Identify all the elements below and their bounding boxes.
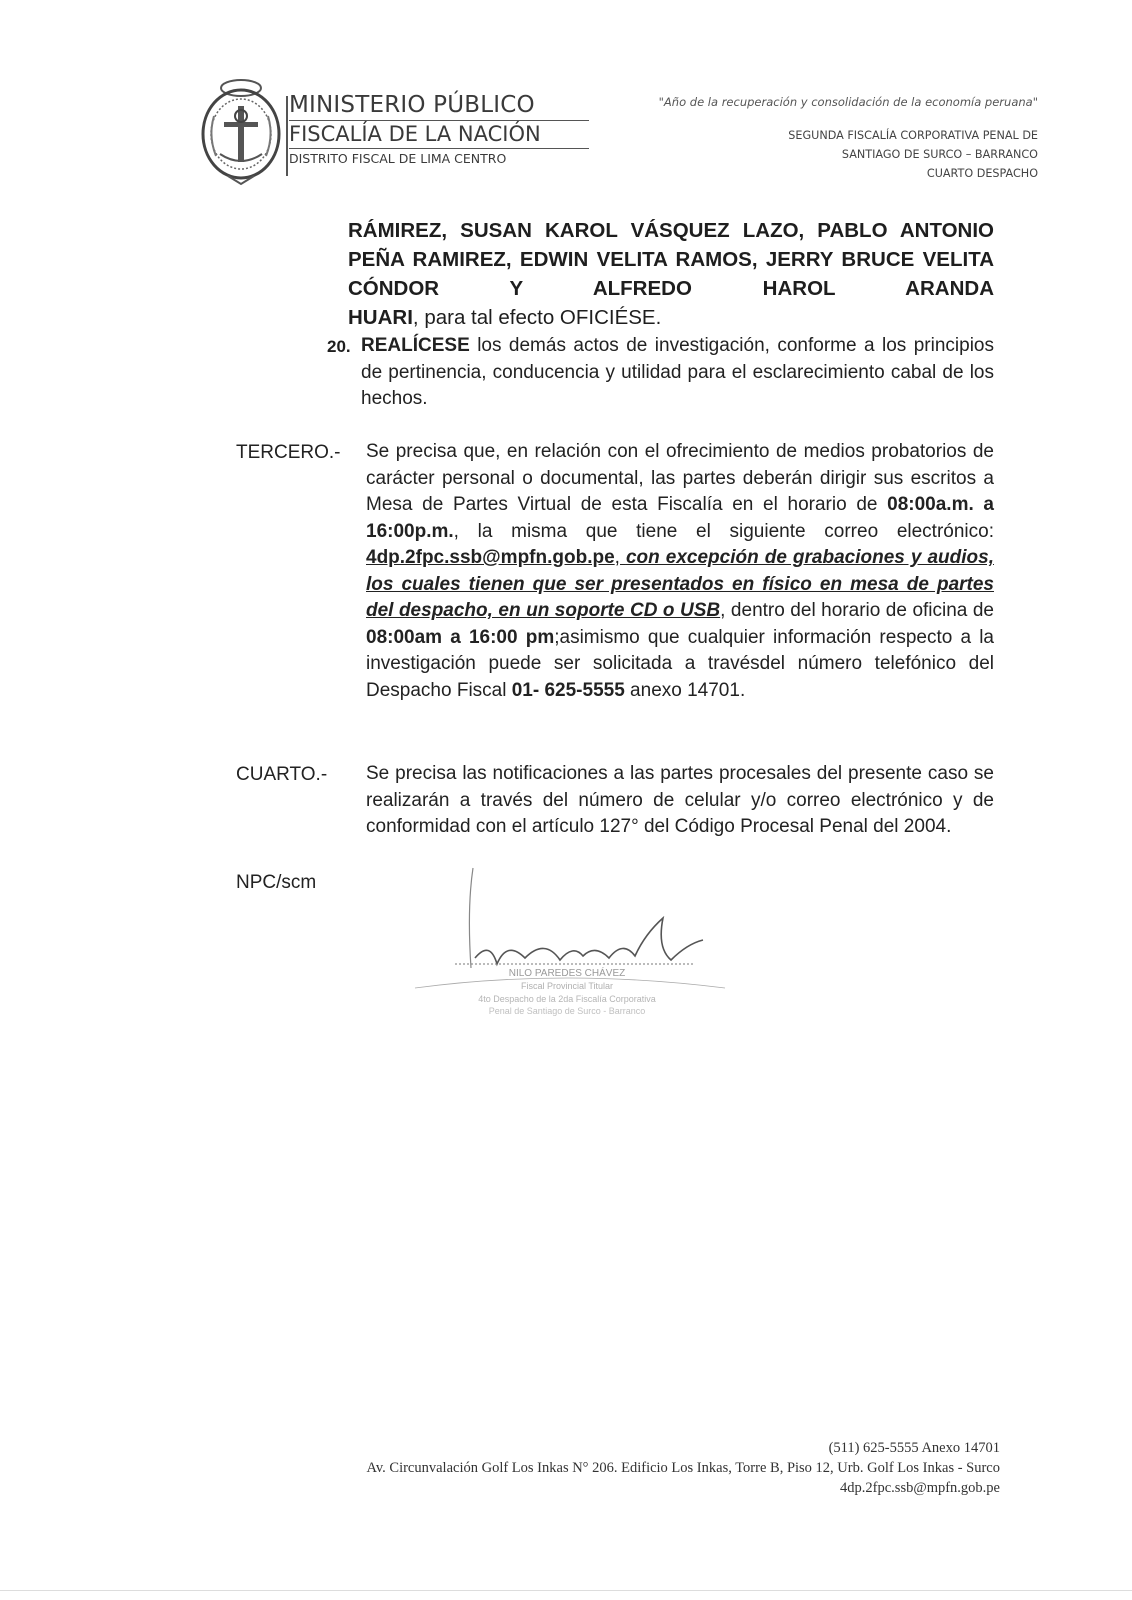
tercero-paragraph [366, 439, 994, 704]
office-line-2: SANTIAGO DE SURCO – BARRANCO [841, 148, 1038, 161]
cuarto-paragraph: Se precisa las notificaciones a las partes procesales del presente caso se realizarán a través del número de celular y/o correo electrónico y de conformidad con el artículo 127° del Código Procesal Penal del 2004. [366, 763, 994, 837]
institution-district: DISTRITO FISCAL DE LIMA CENTRO [289, 151, 507, 166]
cuarto-label: CUARTO.- [236, 764, 328, 785]
institution-block [289, 92, 589, 168]
year-motto: "Año de la recuperación y consolidación de la economía peruana" [658, 95, 1038, 109]
footer-email[interactable]: 4dp.2fpc.ssb@mpfn.gob.pe [840, 1480, 1000, 1496]
item-number: 20. [327, 337, 351, 356]
signer-office-b: Penal de Santiago de Surco - Barranco [488, 1006, 646, 1016]
footer-phone: (511) 625-5555 Anexo 14701 [828, 1440, 1000, 1456]
tercero-text-5: ;asimismo que cualquier información respecto a la investigación puede ser solicitada a travésdel número telefónico del Despacho Fiscal [366, 626, 994, 701]
office-line-1: SEGUNDA FISCALÍA CORPORATIVA PENAL DE [788, 129, 1038, 142]
tercero-hours-2: 08:00am a 16:00 pm [366, 626, 555, 648]
institution-name: MINISTERIO PÚBLICO [289, 92, 589, 121]
tercero-text-1: Se precisa que, en relación con el ofrecimiento de medios probatorios de carácter personal o documental, las partes deberán dirigir sus escritos a Mesa de Partes Virtual de esta Fiscalía en el horario de [366, 441, 994, 515]
seal-icon [198, 76, 284, 188]
tercero-hours-1: 08:00a.m. a 16:00p.m. [366, 494, 994, 542]
footer-contact [200, 1438, 1000, 1498]
footer-address: Av. Circunvalación Golf Los Inkas N° 206. Edificio Los Inkas, Torre B, Piso 12, Urb. Golf Los Inkas - Surco [366, 1460, 1000, 1476]
signer-office-a: 4to Despacho de la 2da Fiscalía Corporativa [478, 994, 656, 1004]
initials: NPC/scm [236, 872, 317, 893]
item-20-lead: REALÍCESE [361, 335, 470, 356]
tercero-text-4: , dentro del horario de oficina de [720, 600, 994, 621]
header-divider [286, 96, 288, 176]
tercero-email-link[interactable]: 4dp.2fpc.ssb@mpfn.gob.pe [366, 547, 615, 568]
office-line-3: CUARTO DESPACHO [926, 167, 1038, 180]
tercero-exception: con excepción de grabaciones y audios, los cuales tienen que ser presentados en físico en mesa de partes del despacho, en un soporte CD o USB [366, 547, 994, 621]
names-tail: , para tal efecto OFICIÉSE. [412, 306, 662, 329]
office-block [640, 126, 1038, 183]
signer-name: NILO PAREDES CHÁVEZ [508, 968, 626, 979]
tercero-phone: 01- 625-5555 [511, 679, 625, 701]
bottom-edge [0, 1590, 1132, 1591]
names-list: RÁMIREZ, SUSAN KAROL VÁSQUEZ LAZO, PABLO ANTONIO PEÑA RAMIREZ, EDWIN VELITA RAMOS, JERRY BRUCE VELITA CÓNDOR Y ALFREDO HAROL ARANDA [348, 219, 994, 300]
tercero-text-2: , la misma que tiene el siguiente correo electrónico: [453, 520, 994, 542]
signature-stamp [395, 848, 740, 1038]
item-20-paragraph [361, 333, 994, 413]
tercero-text-6: anexo 14701. [624, 679, 746, 701]
tercero-text-3: , [614, 547, 626, 568]
names-paragraph [348, 216, 994, 332]
item-20-text: los demás actos de investigación, conforme a los principios de pertinencia, conducencia y utilidad para el esclarecimiento cabal de los hechos. [361, 335, 994, 409]
tercero-label: TERCERO.- [236, 442, 341, 463]
names-last: HUARI [348, 306, 413, 329]
institution-subname: FISCALÍA DE LA NACIÓN [289, 121, 589, 149]
signer-title: Fiscal Provincial Titular [520, 981, 614, 991]
